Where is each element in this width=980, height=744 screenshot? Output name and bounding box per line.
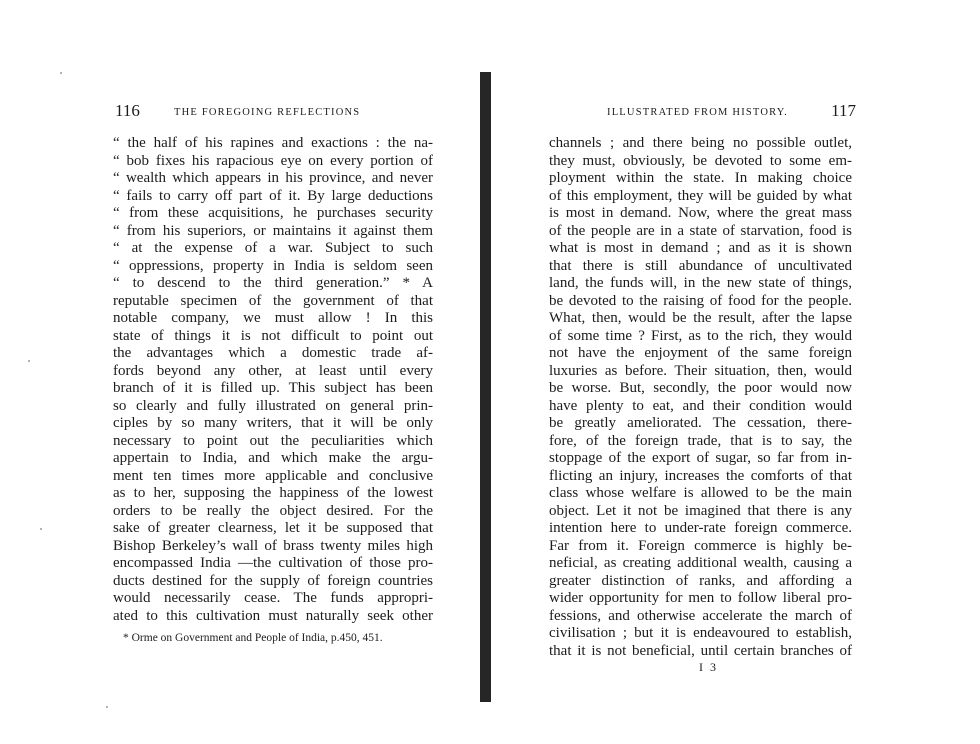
text-line: reputable specimen of the government of that	[113, 292, 433, 309]
paper-speck	[60, 72, 62, 74]
text-line: fessions, and otherwise accelerate the march of	[549, 607, 852, 624]
text-line: “ to descend to the third generation.” * A	[113, 275, 433, 291]
text-line: “ oppressions, property in India is seldom seen	[113, 257, 433, 274]
text-line: what is most in demand ; and as it is shown	[549, 240, 852, 256]
text-line: “ fails to carry off part of it. By large deductions	[113, 187, 433, 204]
text-line: ated to this cultivation must naturally seek other	[113, 607, 433, 624]
right-page-header	[549, 101, 856, 123]
left-page-header	[113, 101, 433, 123]
text-line: be devoted to the raising of food for the people.	[549, 292, 852, 309]
text-line: channels ; and there being no possible outlet,	[549, 135, 852, 151]
text-line: intention here to under-rate foreign commerce.	[549, 520, 852, 536]
text-line: fore, of the foreign trade, that is to say, the	[549, 432, 852, 449]
text-line: sake of greater clearness, let it be supposed that	[113, 520, 433, 536]
signature-mark: I 3	[699, 660, 718, 674]
text-line: ment ten times more applicable and conclusive	[113, 467, 433, 484]
text-line: wider opportunity for men to follow liberal pro-	[549, 590, 852, 606]
text-line: “ bob fixes his rapacious eye on every portion of	[113, 152, 433, 169]
text-line: land, the funds will, in the new state of things,	[549, 275, 852, 291]
left-page-number: 116	[115, 101, 140, 120]
text-line: encompassed India —the cultivation of those pro-	[113, 555, 433, 571]
text-line: What, then, would be the result, after the lapse	[549, 310, 852, 326]
text-line: would necessarily cease. The funds appropri-	[113, 590, 433, 606]
text-line: notable company, we must allow ! In this	[113, 310, 433, 326]
text-line: be greatly ameliorated. The cessation, there-	[549, 415, 852, 431]
text-line: orders to be really the object desired. For the	[113, 502, 433, 519]
text-line: class whose welfare is allowed to be the main	[549, 485, 852, 501]
text-line: “ from his superiors, or maintains it against them	[113, 222, 433, 239]
text-line: not have the enjoyment of the same foreign	[549, 345, 852, 361]
text-line: stoppage of the export of sugar, so far from in-	[549, 450, 852, 466]
text-line: luxuries as before. Their situation, then, would	[549, 362, 852, 379]
text-line: of the people are in a state of starvation, food is	[549, 222, 852, 239]
right-body-text	[549, 135, 852, 660]
text-line: civilisation ; but it is endeavoured to establish,	[549, 625, 852, 641]
text-line: “ from these acquisitions, he purchases security	[113, 205, 433, 221]
text-line: appertain to India, and which make the argu-	[113, 450, 433, 466]
right-page-number: 117	[831, 101, 856, 120]
text-line: ducts destined for the supply of foreign countries	[113, 572, 433, 589]
book-gutter	[480, 72, 491, 702]
text-line: state of things it is not difficult to point out	[113, 327, 433, 344]
text-line: flicting an injury, increases the comforts of that	[549, 467, 852, 484]
paper-speck	[40, 528, 42, 530]
text-line: the advantages which a domestic trade af-	[113, 345, 433, 361]
text-line: have plenty to eat, and their condition would	[549, 397, 852, 414]
left-running-head: THE FOREGOING REFLECTIONS	[174, 107, 361, 118]
text-line: greater distinction of ranks, and affording a	[549, 572, 852, 589]
left-body-text	[113, 135, 433, 625]
text-line: necessary to point out the peculiarities which	[113, 432, 433, 449]
text-line: as to her, supposing the happiness of the lowest	[113, 485, 433, 501]
text-line: object. Let it not be imagined that there is any	[549, 502, 852, 519]
paper-speck	[28, 360, 30, 362]
text-line: of some time ? First, as to the rich, they would	[549, 327, 852, 344]
footnote: * Orme on Government and People of India, p.450, 451.	[123, 632, 383, 644]
text-line: “ wealth which appears in his province, and never	[113, 170, 433, 186]
paper-speck	[106, 706, 108, 708]
text-line: ployment within the state. In making choice	[549, 170, 852, 186]
text-line: of this employment, they will be guided by what	[549, 187, 852, 204]
text-line: Far from it. Foreign commerce is highly be-	[549, 537, 852, 554]
text-line: that there is still abundance of uncultivated	[549, 257, 852, 274]
text-line: is most in demand. Now, where the great mass	[549, 205, 852, 221]
text-line: neficial, as creating additional wealth, causing a	[549, 555, 852, 571]
text-line: they must, obviously, be devoted to some em-	[549, 152, 852, 169]
text-line: Bishop Berkeley’s wall of brass twenty miles high	[113, 537, 433, 554]
text-line: ciples by so many writers, that it will be only	[113, 415, 433, 431]
text-line: that it is not beneficial, until certain branches of	[549, 642, 852, 659]
text-line: fords beyond any other, at least until every	[113, 362, 433, 379]
text-line: be worse. But, secondly, the poor would now	[549, 380, 852, 396]
text-line: “ at the expense of a war. Subject to such	[113, 240, 433, 256]
text-line: so clearly and fully illustrated on general prin-	[113, 397, 433, 414]
right-running-head: ILLUSTRATED FROM HISTORY.	[607, 107, 789, 118]
text-line: “ the half of his rapines and exactions : the na-	[113, 135, 433, 151]
text-line: branch of it is filled up. This subject has been	[113, 380, 433, 396]
